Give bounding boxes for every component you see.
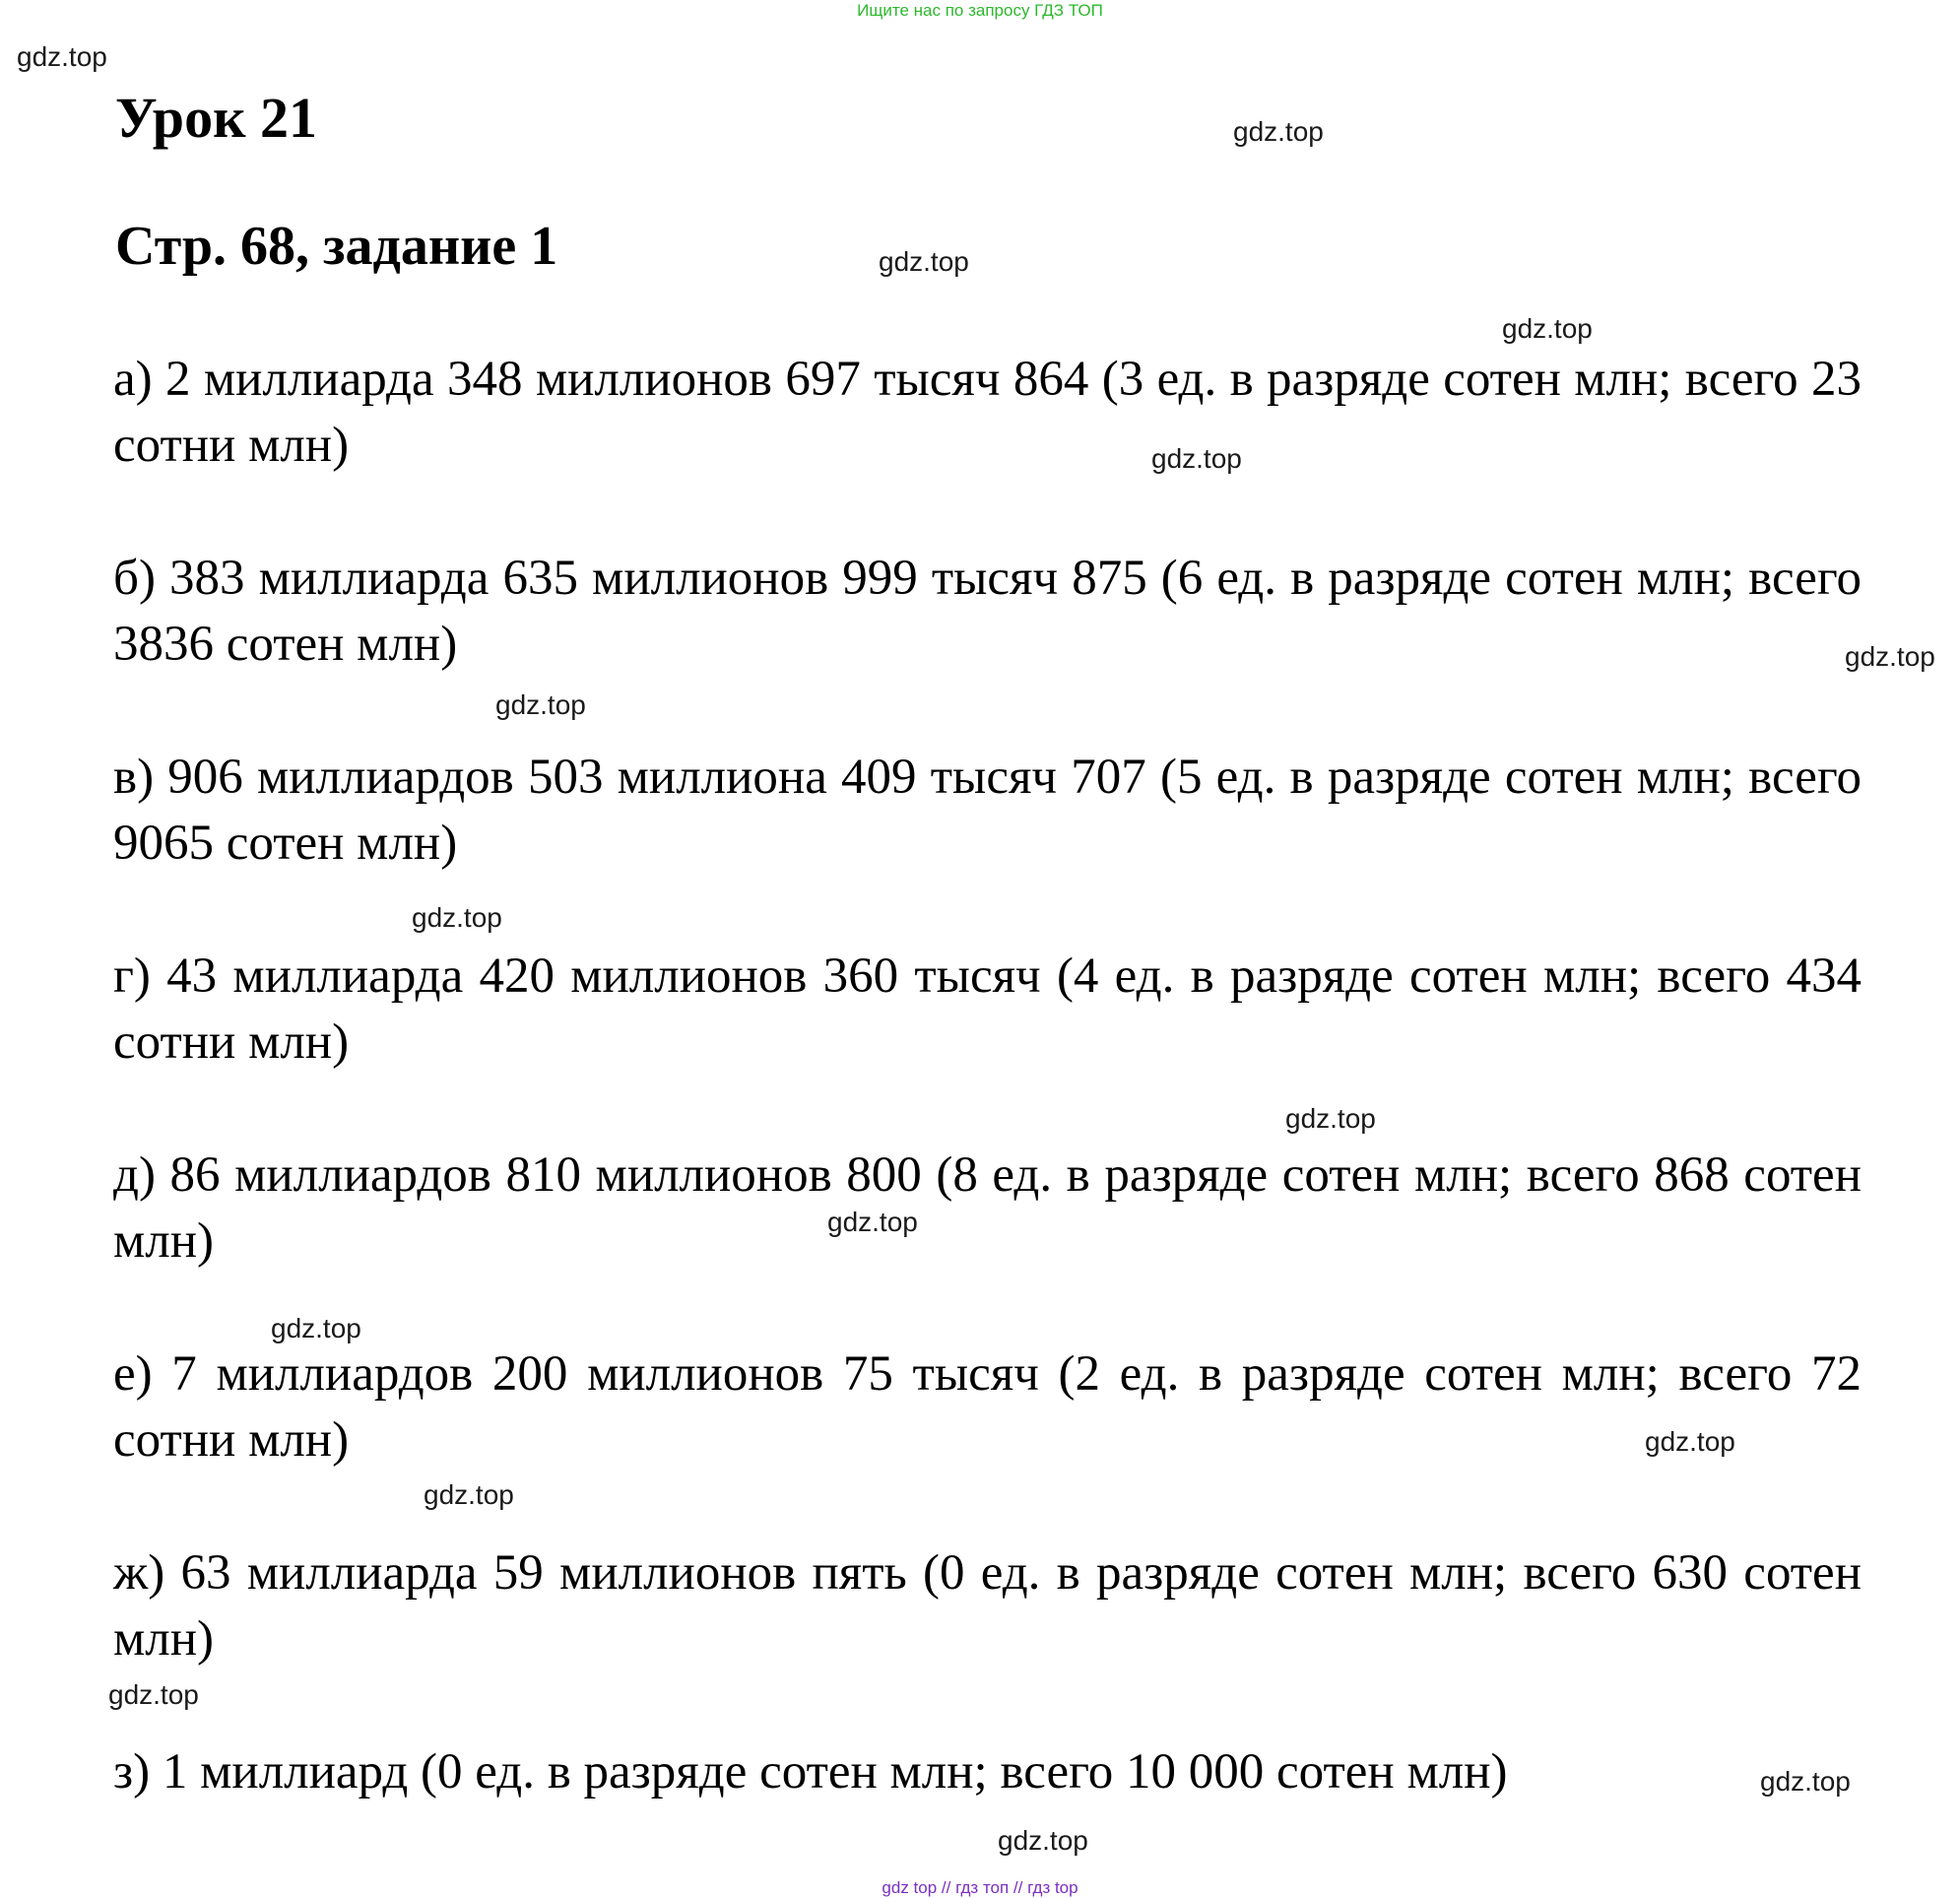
lesson-title: Урок 21 <box>115 86 317 150</box>
answer-g: г) 43 миллиарда 420 миллионов 360 тысяч (4 ед. в разряде сотен млн; всего 434 сотни млн) <box>113 949 1862 1070</box>
answer-a: а) 2 миллиарда 348 миллионов 697 тысяч 864 (3 ед. в разряде сотен млн; всего 23 сотни млн) <box>113 352 1862 473</box>
watermark: gdz.top <box>1285 1103 1376 1134</box>
footer-banner: gdz top // гдз топ // гдз top <box>882 1878 1078 1897</box>
watermark: gdz.top <box>827 1207 918 1237</box>
answer-d: д) 86 миллиардов 810 миллионов 800 (8 ед. в разряде сотен млн; всего 868 сотен млн) <box>113 1147 1862 1269</box>
watermark: gdz.top <box>495 689 586 720</box>
watermark: gdz.top <box>879 246 969 277</box>
answer-e: е) 7 миллиардов 200 миллионов 75 тысяч (2 ед. в разряде сотен млн; всего 72 сотни млн) <box>113 1346 1862 1468</box>
watermark: gdz.top <box>412 902 502 933</box>
answer-z: з) 1 миллиард (0 ед. в разряде сотен млн; всего 10 000 сотен млн) <box>113 1744 1508 1800</box>
answer-v: в) 906 миллиардов 503 миллиона 409 тысяч 707 (5 ед. в разряде сотен млн; всего 9065 сотен млн) <box>113 750 1862 871</box>
watermark: gdz.top <box>271 1313 361 1343</box>
watermark: gdz.top <box>1502 313 1593 344</box>
watermark: gdz.top <box>1760 1766 1851 1797</box>
watermark: gdz.top <box>1845 641 1935 672</box>
watermark: gdz.top <box>108 1679 199 1710</box>
watermark: gdz.top <box>17 41 107 72</box>
answer-zh: ж) 63 миллиарда 59 миллионов пять (0 ед. в разряде сотен млн; всего 630 сотен млн) <box>113 1545 1862 1667</box>
watermark: gdz.top <box>998 1825 1088 1856</box>
answer-b: б) 383 миллиарда 635 миллионов 999 тысяч 875 (6 ед. в разряде сотен млн; всего 3836 сотен млн) <box>113 551 1862 672</box>
task-title: Стр. 68, задание 1 <box>115 216 558 277</box>
top-banner: Ищите нас по запросу ГДЗ ТОП <box>857 1 1103 20</box>
watermark: gdz.top <box>1233 116 1324 147</box>
watermark: gdz.top <box>1151 443 1242 474</box>
watermark: gdz.top <box>1645 1426 1735 1457</box>
watermark: gdz.top <box>424 1479 514 1510</box>
